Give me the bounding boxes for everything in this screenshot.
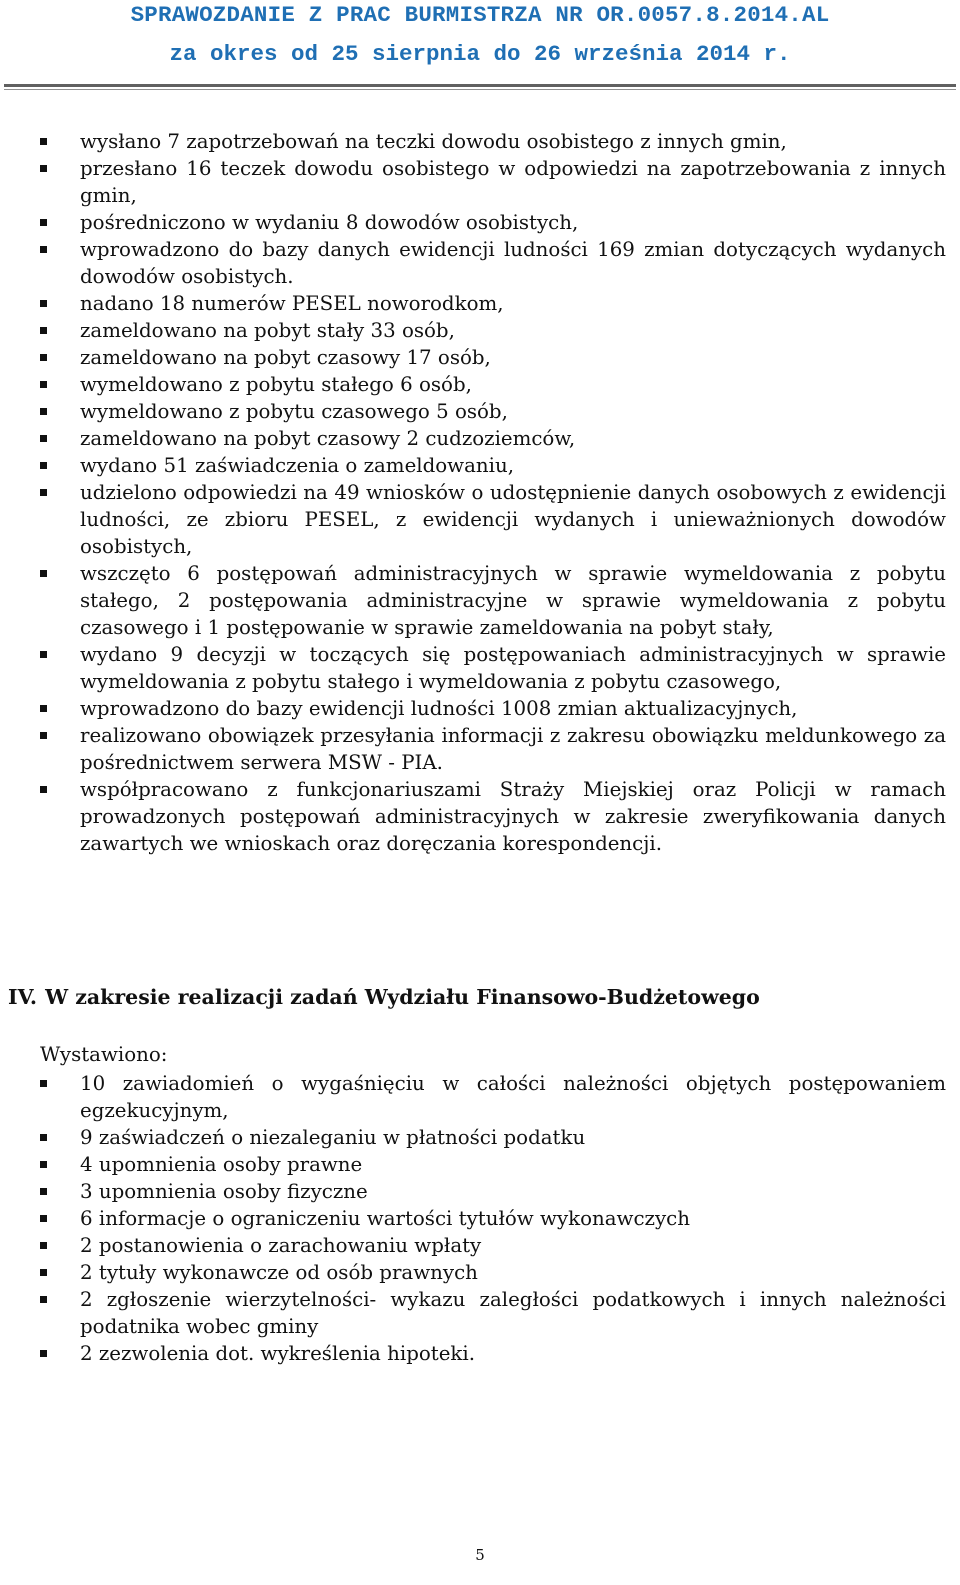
square-bullet-icon bbox=[40, 1296, 47, 1303]
header-divider-thin bbox=[4, 89, 956, 90]
list-item bbox=[0, 1205, 946, 1232]
list-item-text: współpracowano z funkcjonariuszami Straży Miejskiej oraz Policji w ramach prowadzonych postępowań administracyjnych w zakresie zweryfikowania danych zawartych we wnioskach oraz doręczania korespondencji. bbox=[80, 778, 946, 855]
list-item-text: udzielono odpowiedzi na 49 wniosków o udostępnienie danych osobowych z ewidencji ludności, ze zbioru PESEL, z ewidencji wydanych i unieważnionych dowodów osobistych, bbox=[80, 481, 946, 558]
list-item-text: przesłano 16 teczek dowodu osobistego w odpowiedzi na zapotrzebowania z innych gmin, bbox=[80, 157, 946, 207]
list-item bbox=[0, 776, 946, 857]
list-item bbox=[0, 695, 946, 722]
square-bullet-icon bbox=[40, 327, 47, 334]
list-item-text: zameldowano na pobyt czasowy 2 cudzoziemców, bbox=[80, 427, 576, 450]
report-period: za okres od 25 sierpnia do 26 września 2014 r. bbox=[169, 41, 791, 67]
square-bullet-icon bbox=[40, 300, 47, 307]
list-item bbox=[0, 1151, 946, 1178]
list-item-text: 3 upomnienia osoby fizyczne bbox=[80, 1180, 368, 1203]
square-bullet-icon bbox=[40, 354, 47, 361]
square-bullet-icon bbox=[40, 1134, 47, 1141]
finance-items-list bbox=[0, 1070, 946, 1367]
list-item bbox=[0, 560, 946, 641]
page-header bbox=[0, 0, 960, 92]
list-item-text: 4 upomnienia osoby prawne bbox=[80, 1153, 363, 1176]
population-records-list bbox=[0, 128, 946, 857]
square-bullet-icon bbox=[40, 408, 47, 415]
list-item-text: wymeldowano z pobytu czasowego 5 osób, bbox=[80, 400, 508, 423]
square-bullet-icon bbox=[40, 705, 47, 712]
list-item-text: zameldowano na pobyt czasowy 17 osób, bbox=[80, 346, 491, 369]
square-bullet-icon bbox=[40, 1161, 47, 1168]
list-item-text: wprowadzono do bazy ewidencji ludności 1008 zmian aktualizacyjnych, bbox=[80, 697, 798, 720]
section-heading bbox=[8, 985, 760, 1009]
list-item bbox=[0, 1259, 946, 1286]
square-bullet-icon bbox=[40, 138, 47, 145]
page-number: 5 bbox=[475, 1546, 485, 1564]
list-item bbox=[0, 155, 946, 209]
list-item bbox=[0, 452, 946, 479]
square-bullet-icon bbox=[40, 1350, 47, 1357]
list-item-text: wszczęto 6 postępowań administracyjnych w sprawie wymeldowania z pobytu stałego, 2 postępowania administracyjne w sprawie wymeldowania z pobytu czasowego i 1 postępowanie w sprawie zameldowania na pobyt stały, bbox=[80, 562, 946, 639]
square-bullet-icon bbox=[40, 435, 47, 442]
square-bullet-icon bbox=[40, 165, 47, 172]
list-item-text: 2 zgłoszenie wierzytelności- wykazu zaległości podatkowych i innych należności podatnika wobec gminy bbox=[80, 1288, 946, 1338]
list-item bbox=[0, 317, 946, 344]
square-bullet-icon bbox=[40, 1080, 47, 1087]
list-item bbox=[0, 1286, 946, 1340]
list-item bbox=[0, 1232, 946, 1259]
list-item-text: zameldowano na pobyt stały 33 osób, bbox=[80, 319, 455, 342]
list-item bbox=[0, 371, 946, 398]
list-item bbox=[0, 1340, 946, 1367]
square-bullet-icon bbox=[40, 1242, 47, 1249]
square-bullet-icon bbox=[40, 489, 47, 496]
square-bullet-icon bbox=[40, 1188, 47, 1195]
list-item bbox=[0, 344, 946, 371]
list-item-text: wydano 51 zaświadczenia o zameldowaniu, bbox=[80, 454, 514, 477]
list-item bbox=[0, 236, 946, 290]
list-item-text: pośredniczono w wydaniu 8 dowodów osobistych, bbox=[80, 211, 579, 234]
list-item bbox=[0, 209, 946, 236]
list-item-text: wprowadzono do bazy danych ewidencji ludności 169 zmian dotyczących wydanych dowodów osobistych. bbox=[80, 238, 946, 288]
list-item bbox=[0, 1070, 946, 1124]
square-bullet-icon bbox=[40, 381, 47, 388]
header-divider bbox=[4, 84, 956, 87]
list-item-text: 6 informacje o ograniczeniu wartości tytułów wykonawczych bbox=[80, 1207, 690, 1230]
list-item-text: realizowano obowiązek przesyłania informacji z zakresu obowiązku meldunkowego za pośrednictwem serwera MSW - PIA. bbox=[80, 724, 946, 774]
list-item bbox=[0, 722, 946, 776]
list-item-text: 2 postanowienia o zarachowaniu wpłaty bbox=[80, 1234, 482, 1257]
square-bullet-icon bbox=[40, 1215, 47, 1222]
section-number: IV. bbox=[8, 985, 38, 1009]
section-title: W zakresie realizacji zadań Wydziału Finansowo-Budżetowego bbox=[45, 985, 760, 1009]
list-item-text: 2 tytuły wykonawcze od osób prawnych bbox=[80, 1261, 478, 1284]
section-intro: Wystawiono: bbox=[40, 1043, 168, 1066]
square-bullet-icon bbox=[40, 570, 47, 577]
list-item-text: 2 zezwolenia dot. wykreślenia hipoteki. bbox=[80, 1342, 476, 1365]
list-item bbox=[0, 290, 946, 317]
list-item bbox=[0, 398, 946, 425]
list-item-text: wysłano 7 zapotrzebowań na teczki dowodu osobistego z innych gmin, bbox=[80, 130, 787, 153]
list-item bbox=[0, 479, 946, 560]
square-bullet-icon bbox=[40, 462, 47, 469]
list-item bbox=[0, 641, 946, 695]
list-item-text: wymeldowano z pobytu stałego 6 osób, bbox=[80, 373, 472, 396]
list-item-text: nadano 18 numerów PESEL noworodkom, bbox=[80, 292, 504, 315]
square-bullet-icon bbox=[40, 651, 47, 658]
report-title: SPRAWOZDANIE Z PRAC BURMISTRZA NR OR.0057.8.2014.AL bbox=[130, 2, 830, 28]
list-item-text: 9 zaświadczeń o niezaleganiu w płatności podatku bbox=[80, 1126, 586, 1149]
list-item-text: wydano 9 decyzji w toczących się postępowaniach administracyjnych w sprawie wymeldowania z pobytu stałego i wymeldowania z pobytu czasowego, bbox=[80, 643, 946, 693]
list-item bbox=[0, 128, 946, 155]
list-item bbox=[0, 1178, 946, 1205]
list-item bbox=[0, 425, 946, 452]
square-bullet-icon bbox=[40, 219, 47, 226]
square-bullet-icon bbox=[40, 1269, 47, 1276]
list-item bbox=[0, 1124, 946, 1151]
square-bullet-icon bbox=[40, 246, 47, 253]
square-bullet-icon bbox=[40, 786, 47, 793]
square-bullet-icon bbox=[40, 732, 47, 739]
list-item-text: 10 zawiadomień o wygaśnięciu w całości należności objętych postępowaniem egzekucyjnym, bbox=[80, 1072, 946, 1122]
